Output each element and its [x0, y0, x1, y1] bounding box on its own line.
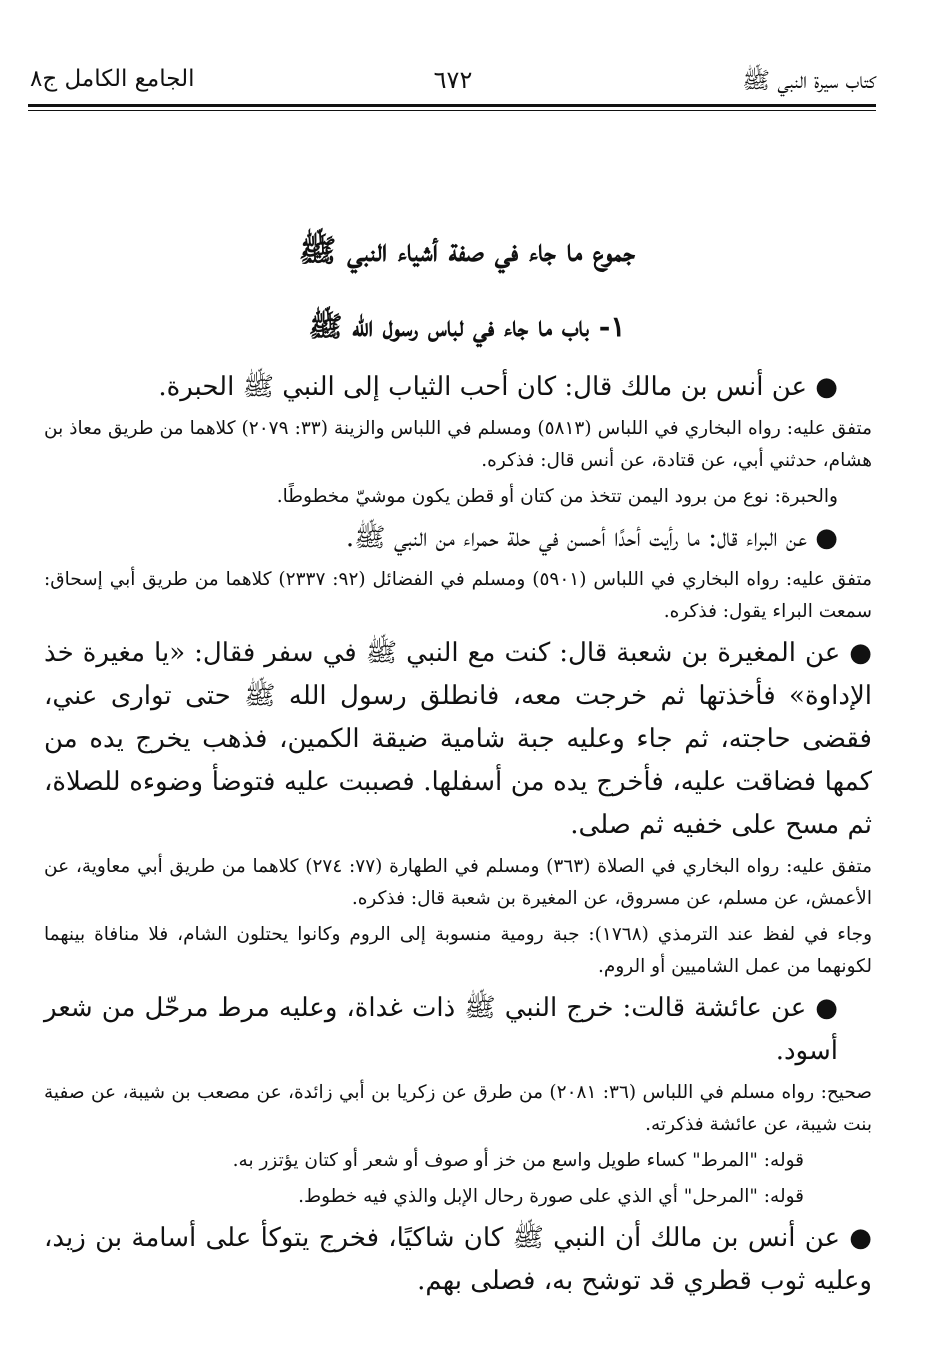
header-rule-thick [28, 104, 876, 107]
page-number: ٦٧٢ [433, 66, 473, 94]
hadith-text: ● عن أنس بن مالك أن النبي ﷺ كان شاكيًا، فخرج يتوكأ على أسامة بن زيد، وعليه ثوب قطري قد توشح به، فصلى بهم. [44, 1223, 872, 1296]
explanation-note: قوله: "المرحل" أي الذي على صورة رحال الإبل والذي فيه خطوط. [298, 1186, 804, 1207]
hadith-text: ● عن أنس بن مالك قال: كان أحب الثياب إلى النبي ﷺ الحبرة. [158, 372, 838, 402]
explanation-note: والحبرة: نوع من برود اليمن تتخذ من كتان أو قطن يكون موشيّ مخطوطًا. [276, 486, 838, 507]
takhrij-note: صحيح: رواه مسلم في اللباس (٣٦: ٢٠٨١) من طرق عن زكريا بن أبي زائدة، عن مصعب بن شيبة، عن صفية بنت شيبة، عن عائشة فذكرته. [44, 1082, 873, 1135]
section-title: جموع ما جاء في صفة أشياء النبي ﷺ [298, 233, 636, 269]
hadith-text: ● عن المغيرة بن شعبة قال: كنت مع النبي ﷺ في سفر فقال: «يا مغيرة خذ الإداوة» فأخذتها ثم خرجت معه، فانطلق رسول الله ﷺ حتى توارى عني، فقضى حاجته، ثم جاء وعليه جبة شامية ضيقة الكمين، فذهب يخرج يده من كمها فضاقت عليه، فأخرج يده من أسفلها. فصببت عليه فتوضأ وضوءه للصلاة، ثم مسح على خفيه ثم صلى. [44, 638, 872, 840]
takhrij-note: متفق عليه: رواه البخاري في اللباس (٥٨١٣) ومسلم في اللباس والزينة (٣٣: ٢٠٧٩) كلاهما من طريق معاذ بن هشام، حدثني أبي، عن قتادة، عن أنس قال: فذكره. [44, 418, 873, 471]
explanation-note: قوله: "المرط" كساء طويل واسع من خز أو صوف أو شعر أو كتان يؤتزر به. [232, 1150, 804, 1171]
volume-title: الجامع الكامل ج٨ [30, 66, 195, 92]
running-header [30, 58, 876, 98]
hadith-text: ● عن البراء قال: ما رأيت أحدًا أحسن في حلة حمراء من النبي ﷺ. [345, 523, 838, 553]
chapter-title: ١- باب ما جاء في لباس رسول الله ﷺ [308, 310, 626, 343]
page-content [44, 366, 872, 1303]
explanation-note: وجاء في لفظ عند الترمذي (١٧٦٨): جبة رومية منسوبة إلى الروم وكانوا يحتلون الشام، فلا منافاة بينهما لكونهما من عمل الشاميين أو الروم. [44, 924, 872, 977]
takhrij-note: متفق عليه: رواه البخاري في اللباس (٥٩٠١) ومسلم في الفضائل (٩٢: ٢٣٣٧) كلاهما من طريق أبي إسحاق: سمعت البراء يقول: فذكره. [44, 569, 873, 622]
hadith-text: ● عن عائشة قالت: خرج النبي ﷺ ذات غداة، وعليه مرط مرحّل من شعر أسود. [44, 993, 838, 1066]
book-title: كتاب سيرة النبي ﷺ [742, 68, 876, 94]
header-rule-thin [28, 110, 876, 111]
takhrij-note: متفق عليه: رواه البخاري في الصلاة (٣٦٣) ومسلم في الطهارة (٧٧: ٢٧٤) كلاهما من طريق أبي معاوية، عن الأعمش، عن مسلم، عن مسروق، عن المغيرة بن شعبة قال: فذكره. [44, 856, 873, 909]
